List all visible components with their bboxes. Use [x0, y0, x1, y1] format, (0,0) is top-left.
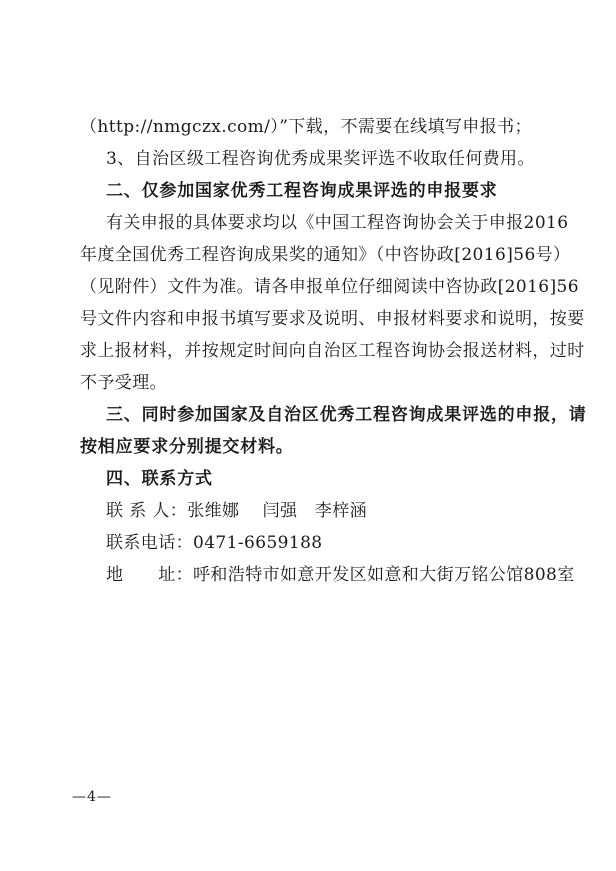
- paragraph-national-line-4: 号文件内容和申报书填写要求及说明、申报材料要求和说明，按要: [80, 309, 585, 329]
- paragraph-national-line-1: 有关申报的具体要求均以《中国工程咨询协会关于申报2016: [106, 213, 569, 233]
- contact-people-label: 联 系 人：: [106, 501, 188, 521]
- paragraph-download-line: （http://nmgczx.com/）”下载，不需要在线填写申报书；: [80, 117, 532, 137]
- contact-phone-label: 联系电话：: [106, 533, 193, 553]
- section-heading-3-line-2: 按相应要求分别提交材料。: [80, 437, 294, 457]
- contact-phone-value: 0471-6659188: [193, 533, 323, 553]
- paragraph-national-line-3: （见附件）文件为准。请各申报单位仔细阅读中咨协政[2016]56: [80, 277, 579, 297]
- section-heading-4: 四、联系方式: [106, 469, 213, 489]
- section-heading-2: 二、仅参加国家优秀工程咨询成果评选的申报要求: [106, 181, 498, 201]
- page-number: —4—: [72, 789, 112, 805]
- paragraph-national-line-5: 求上报材料，并按规定时间向自治区工程咨询协会报送材料，过时: [80, 341, 585, 361]
- paragraph-fee-line: 3、自治区级工程咨询优秀成果奖评选不收取任何费用。: [106, 149, 535, 169]
- contact-address-value: 呼和浩特市如意开发区如意和大街万铭公馆808室: [193, 565, 575, 585]
- contact-address-label: 地 址：: [106, 565, 193, 585]
- contact-address-row: [106, 565, 575, 585]
- paragraph-national-line-6: 不予受理。: [80, 373, 167, 393]
- section-heading-3-line-1: 三、同时参加国家及自治区优秀工程咨询成果评选的申报，请: [106, 405, 587, 425]
- contact-people-row: [106, 501, 367, 521]
- contact-people-value: 张维娜 闫强 李梓涵: [187, 501, 368, 521]
- contact-phone-row: [106, 533, 323, 553]
- paragraph-national-line-2: 年度全国优秀工程咨询成果奖的通知》（中咨协政[2016]56号）: [80, 245, 571, 265]
